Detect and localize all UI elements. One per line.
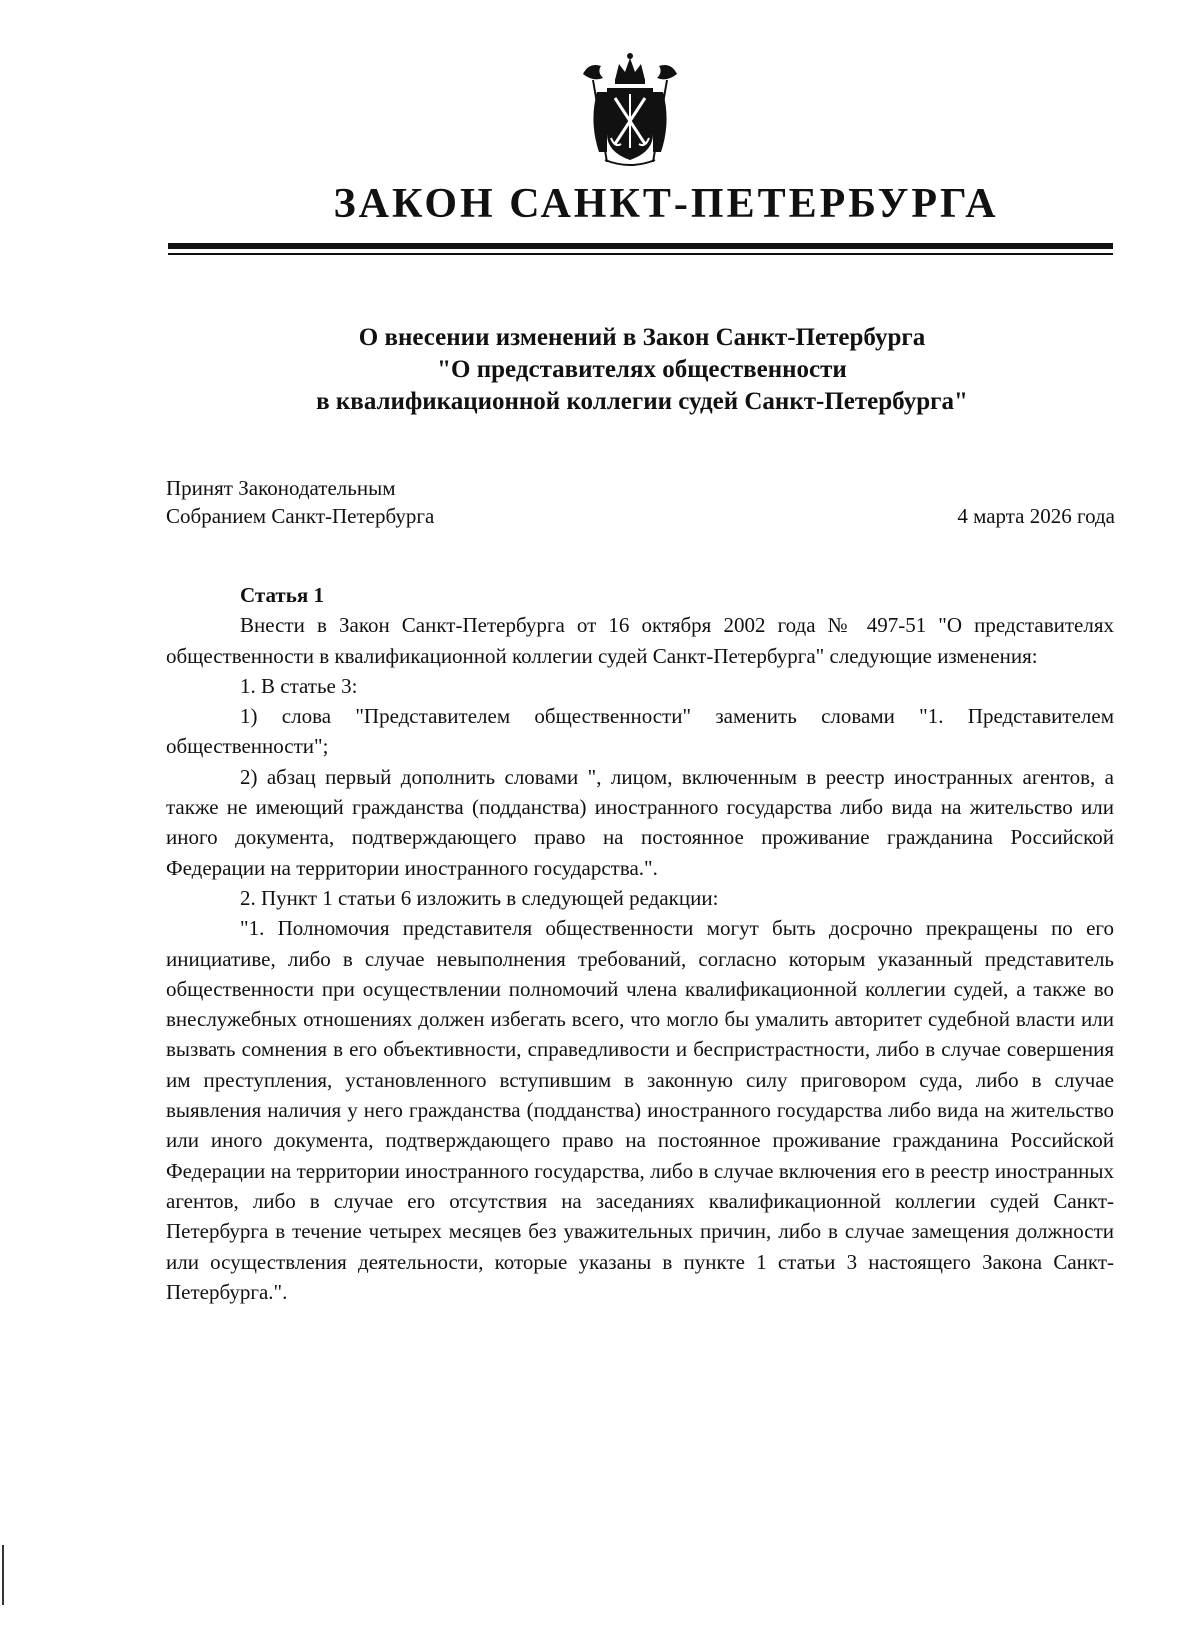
- article-paragraph: 2) абзац первый дополнить словами ", лицом, включенным в реестр иностранных агентов, а также не имеющий гражданства (подданства) иностранного государства либо вида на жительство или иного документа, подтверждающего право на постоянное проживание гражданина Российской Федерации на территории иностранного государства.".: [166, 764, 1114, 880]
- law-title: ЗАКОН САНКТ-ПЕТЕРБУРГА: [333, 181, 999, 227]
- article-1: [166, 580, 1114, 1307]
- title-divider-thin: [168, 253, 1113, 255]
- subject-line: "О представителях общественности: [437, 356, 847, 383]
- adoption-line: Принят Законодательным: [166, 476, 396, 500]
- article-paragraph: 2. Пункт 1 статьи 6 изложить в следующей редакции:: [240, 885, 719, 910]
- adoption-line: Собранием Санкт-Петербурга: [166, 504, 435, 528]
- law-subject: [166, 322, 1118, 418]
- article-paragraph: "1. Полномочия представителя общественности могут быть досрочно прекращены по его инициативе, либо в случае невыполнения требований, согласно которым указанный представитель общественности при осуществлении полномочий члена квалификационной коллегии судей, а также во внеслужебных отношениях должен избегать всего, что могло бы умалить авторитет судебной власти или вызвать сомнения в его объективности, справедливости и беспристрастности, либо в случае совершения им преступления, установленного вступившим в законную силу приговором суда, либо в случае выявления наличия у него гражданства (подданства) иностранного государства либо вида на жительство или иного документа, подтверждающего право на постоянное проживание гражданина Российской Федерации на территории иностранного государства, либо в случае включения его в реестр иностранных агентов, либо в случае его отсутствия на заседаниях квалификационной коллегии судей Санкт-Петербурга в течение четырех месяцев без уважительных причин, либо в случае замещения должности или осуществления деятельности, которые указаны в пункте 1 статьи 3 настоящего Закона Санкт-Петербурга.".: [166, 916, 1114, 1304]
- article-paragraph: 1) слова "Представителем общественности" заменить словами "1. Представителем общественности";: [166, 704, 1114, 759]
- article-heading: Статья 1: [240, 583, 324, 607]
- subject-line: в квалификационной коллегии судей Санкт-Петербурга": [316, 388, 968, 415]
- subject-line: О внесении изменений в Закон Санкт-Петербурга: [358, 324, 926, 351]
- scan-margin-mark: [2, 1545, 4, 1605]
- coat-of-arms-emblem: [575, 52, 685, 172]
- adoption-date: 4 марта 2026 года: [957, 504, 1115, 528]
- adoption-authority: [166, 474, 434, 530]
- article-paragraph: 1. В статье 3:: [240, 673, 358, 698]
- title-divider-thick: [168, 243, 1113, 249]
- article-paragraph: Внести в Закон Санкт-Петербурга от 16 октября 2002 года № 497-51 "О представителях общественности в квалификационной коллегии судей Санкт-Петербурга" следующие изменения:: [166, 613, 1114, 668]
